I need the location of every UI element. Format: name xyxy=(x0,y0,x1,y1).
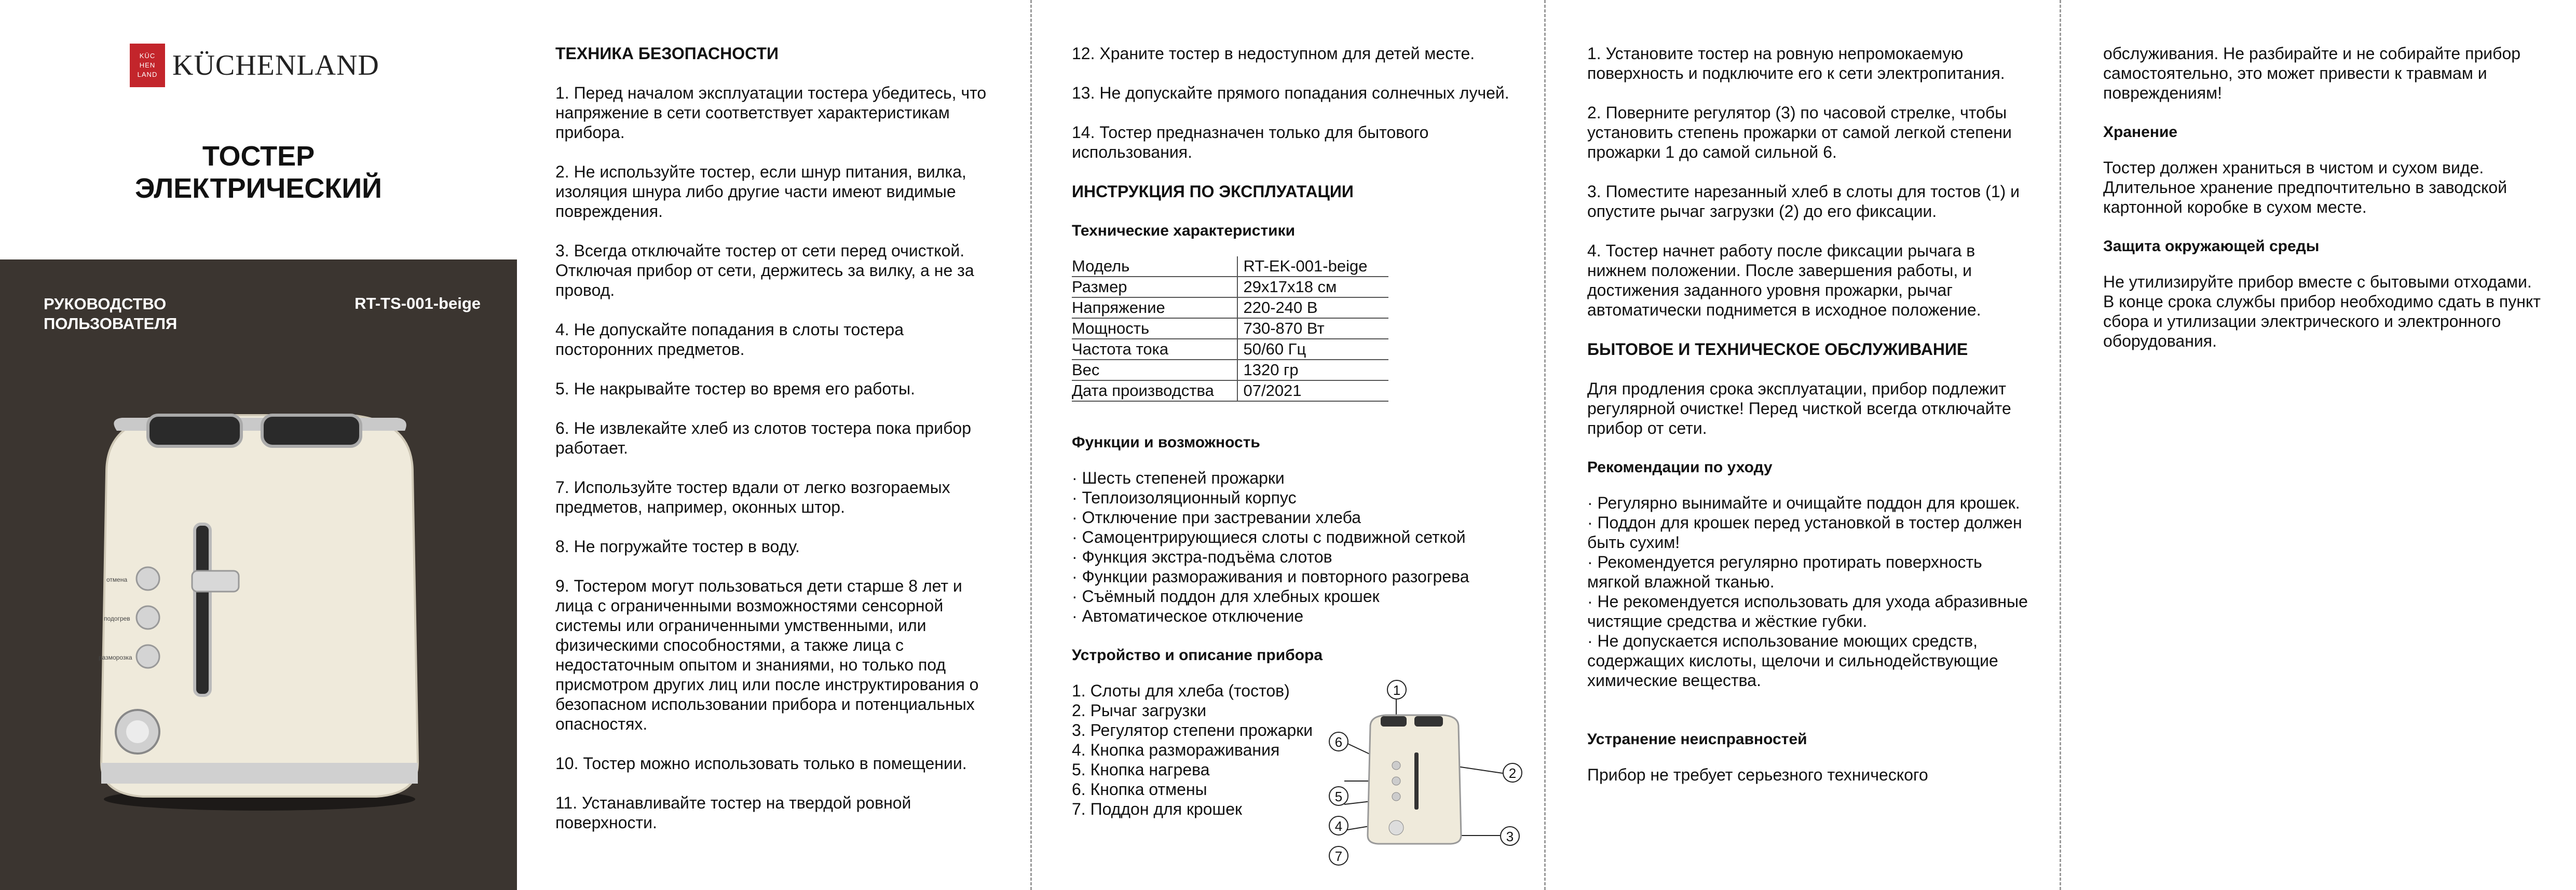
safety-item: 7. Используйте тостер вдали от легко возгораемых предметов, например, оконных штор. xyxy=(555,478,950,516)
environment-title: Защита окружающей среды xyxy=(2103,238,2320,255)
specs-table xyxy=(1072,256,1388,402)
guide-line2: ПОЛЬЗОВАТЕЛЯ xyxy=(44,314,178,333)
step-item: 4. Тостер начнет работу после фиксации рычага в нижнем положении. После завершения работы, и достижения заданного уровня прожарки, рычаг автоматически поднимется в исходное положение. xyxy=(1587,241,1981,319)
table-row xyxy=(1072,256,1388,277)
user-guide-label xyxy=(44,294,177,334)
list-item: 7. Поддон для крошек xyxy=(1072,800,1242,818)
logo-mark-line: LAND xyxy=(137,71,158,78)
safety-item: 14. Тостер предназначен только для бытового использования. xyxy=(1072,123,1429,161)
spec-label: Размер xyxy=(1072,277,1237,297)
safety-title: ТЕХНИКА БЕЗОПАСНОСТИ xyxy=(555,44,779,63)
safety-item: 6. Не извлекайте хлеб из слотов тостера пока прибор работает. xyxy=(555,419,971,457)
spec-label: Вес xyxy=(1072,360,1237,380)
list-item: · Рекомендуется регулярно протирать поверхность мягкой влажной тканью. xyxy=(1587,553,1982,591)
list-item: · Функции размораживания и повторного разогрева xyxy=(1072,567,1469,586)
safety-item: 9. Тостером могут пользоваться дети старше 8 лет и лица с ограниченными возможностями сенсорной системы или ограниченными умственными, или физическими способностями, а также лица с недостаточным опытом и знаниями, но только под присмотром других лиц или после инструктирования о безопасном использовании прибора и потенциальных опасностях. xyxy=(555,577,979,733)
list-item: · Теплоизоляционный корпус xyxy=(1072,488,1297,507)
spec-value: 07/2021 xyxy=(1237,380,1388,401)
safety-item: 1. Перед началом эксплуатации тостера убедитесь, что напряжение в сети соответствует характеристикам прибора. xyxy=(555,84,987,142)
safety-item: 12. Храните тостер в недоступном для детей месте. xyxy=(1072,44,1475,63)
operation-section xyxy=(1587,44,2039,804)
brand-logo xyxy=(130,44,379,87)
logo-mark-line: HEN xyxy=(139,61,156,69)
guide-line1: РУКОВОДСТВО xyxy=(44,295,167,313)
cover-top xyxy=(0,0,517,259)
list-item: · Регулярно вынимайте и очищайте поддон для крошек. xyxy=(1587,494,2020,512)
callout-5: 5 xyxy=(1329,786,1348,806)
panel-label-defrost: разморозка xyxy=(99,654,132,661)
functions-title: Функции и возможность xyxy=(1072,434,1260,451)
cover-panel xyxy=(0,0,517,890)
toaster-illustration xyxy=(86,400,433,815)
list-item: 3. Регулятор степени прожарки xyxy=(1072,721,1313,740)
fold-line xyxy=(1544,0,1546,890)
list-item: · Самоцентрирующиеся слоты с подвижной сеткой xyxy=(1072,528,1466,546)
safety-item: 2. Не используйте тостер, если шнур питания, вилка, изоляция шнура либо другие части имеют видимые повреждения. xyxy=(555,162,966,221)
list-item: · Шесть степеней прожарки xyxy=(1072,469,1285,487)
troubleshooting-text: Прибор не требует серьезного технического xyxy=(1587,765,1928,784)
continued-text: обслуживания. Не разбирайте и не собирайте прибор самостоятельно, это может привести к травмам и повреждениям! xyxy=(2103,44,2521,102)
cover-title-line2: ЭЛЕКТРИЧЕСКИЙ xyxy=(135,173,382,204)
table-row xyxy=(1072,380,1388,401)
functions-list xyxy=(1072,468,1529,626)
storage-text: Тостер должен храниться в чистом и сухом виде. Длительное хранение предпочтительно в заводской картонной коробке в сухом месте. xyxy=(2103,158,2507,216)
device-diagram xyxy=(1313,680,1536,872)
safety-item: 8. Не погружайте тостер в воду. xyxy=(555,537,800,556)
callout-2: 2 xyxy=(1503,763,1522,783)
table-row xyxy=(1072,297,1388,318)
spec-value: 29x17x18 см xyxy=(1237,277,1388,297)
list-item: · Отключение при застревании хлеба xyxy=(1072,508,1361,527)
cover-title xyxy=(0,140,517,204)
safety-item: 10. Тостер можно использовать только в помещении. xyxy=(555,754,967,773)
panel-label-reheat: подогрев xyxy=(104,615,130,622)
spec-value: 1320 гр xyxy=(1237,360,1388,380)
list-item: · Функция экстра-подъёма слотов xyxy=(1072,547,1332,566)
list-item: 1. Слоты для хлеба (тостов) xyxy=(1072,681,1290,700)
list-item: · Автоматическое отключение xyxy=(1072,607,1304,625)
fold-line xyxy=(1030,0,1032,890)
spec-value: 220-240 В xyxy=(1237,297,1388,318)
device-title: Устройство и описание прибора xyxy=(1072,647,1323,664)
fold-line xyxy=(2060,0,2061,890)
spec-value: 50/60 Гц xyxy=(1237,339,1388,360)
spec-value: RT-EK-001-beige xyxy=(1237,256,1388,277)
callout-1: 1 xyxy=(1387,680,1407,700)
care-title: Рекомендации по уходу xyxy=(1587,459,1773,476)
cover-title-line1: ТОСТЕР xyxy=(202,141,315,172)
service-title: БЫТОВОЕ И ТЕХНИЧЕСКОЕ ОБСЛУЖИВАНИЕ xyxy=(1587,340,1968,359)
safety-section xyxy=(555,44,997,852)
spec-value: 730-870 Вт xyxy=(1237,318,1388,339)
panel-label-cancel: отмена xyxy=(106,576,128,583)
list-item: · Не рекомендуется использовать для ухода абразивные чистящие средства и жёсткие губки. xyxy=(1587,592,2028,631)
step-item: 3. Поместите нарезанный хлеб в слоты для тостов (1) и опустите рычаг загрузки (2) до его фиксации. xyxy=(1587,182,2020,221)
troubleshooting-title: Устранение неисправностей xyxy=(1587,731,1807,748)
spec-label: Напряжение xyxy=(1072,297,1237,318)
environment-text xyxy=(2103,272,2555,351)
safety-item: 3. Всегда отключайте тостер от сети перед очисткой. Отключая прибор от сети, держитесь за вилку, а не за провод. xyxy=(555,241,974,299)
storage-section xyxy=(2103,44,2555,351)
care-list xyxy=(1587,493,2039,690)
logo-text: KÜCHENLAND xyxy=(172,49,379,81)
logo-mark xyxy=(130,44,165,87)
table-row xyxy=(1072,339,1388,360)
list-item: · Не допускается использование моющих средств, содержащих кислоты, щелочи и сильнодействующие химические вещества. xyxy=(1587,632,1998,690)
safety-item: 5. Не накрывайте тостер во время его работы. xyxy=(555,379,915,398)
model-number: RT-TS-001-beige xyxy=(355,294,481,312)
callout-3: 3 xyxy=(1500,826,1520,846)
spec-label: Модель xyxy=(1072,256,1237,277)
list-item: 2. Рычаг загрузки xyxy=(1072,701,1207,720)
list-item: 4. Кнопка размораживания xyxy=(1072,741,1280,759)
safety-item: 11. Устанавливайте тостер на твердой ровной поверхности. xyxy=(555,793,911,832)
list-item: 6. Кнопка отмены xyxy=(1072,780,1207,799)
step-item: 2. Поверните регулятор (3) по часовой стрелке, чтобы установить степень прожарки от самой легкой степени прожарки 1 до самой сильной 6. xyxy=(1587,103,2012,161)
safety-item: 13. Не допускайте прямого попадания солнечных лучей. xyxy=(1072,84,1509,102)
callout-4: 4 xyxy=(1329,816,1348,836)
table-row xyxy=(1072,318,1388,339)
list-item: 5. Кнопка нагрева xyxy=(1072,760,1210,779)
table-row xyxy=(1072,277,1388,297)
safety-item: 4. Не допускайте попадания в слоты тостера посторонних предметов. xyxy=(555,320,904,359)
spec-label: Дата производства xyxy=(1072,380,1237,401)
service-text: Для продления срока эксплуатации, прибор подлежит регулярной очистке! Перед чисткой всегда отключайте прибор от сети. xyxy=(1587,379,2011,437)
table-row xyxy=(1072,360,1388,380)
callout-6: 6 xyxy=(1329,732,1348,751)
environment-text-line: В конце срока службы прибор необходимо сдать в пункт сбора и утилизации электрического и электронного оборудования. xyxy=(2103,292,2541,350)
spec-label: Мощность xyxy=(1072,318,1237,339)
logo-mark-line: KÜC xyxy=(139,52,156,60)
specs-title: Технические характеристики xyxy=(1072,222,1296,239)
spec-label: Частота тока xyxy=(1072,339,1237,360)
instructions-title: ИНСТРУКЦИЯ ПО ЭКСПЛУАТАЦИИ xyxy=(1072,182,1354,201)
list-item: · Поддон для крошек перед установкой в тостер должен быть сухим! xyxy=(1587,513,2022,552)
callout-7: 7 xyxy=(1329,846,1348,866)
environment-text-line: Не утилизируйте прибор вместе с бытовыми отходами. xyxy=(2103,272,2532,291)
step-item: 1. Установите тостер на ровную непромокаемую поверхность и подключите его к сети электропитания. xyxy=(1587,44,2005,83)
storage-title: Хранение xyxy=(2103,124,2178,141)
list-item: · Съёмный поддон для хлебных крошек xyxy=(1072,587,1380,606)
